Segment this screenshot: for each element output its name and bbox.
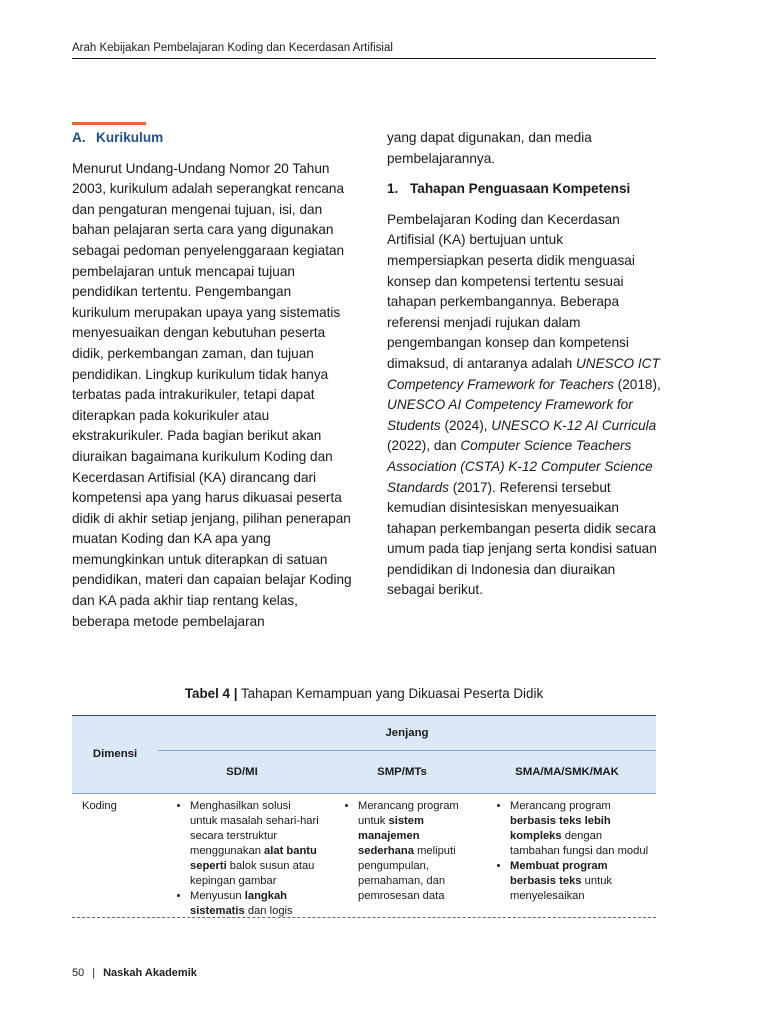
- section-title: Kurikulum: [96, 130, 164, 145]
- right-continuation: yang dapat digunakan, dan media pembelajarannya.: [387, 130, 592, 166]
- running-header: Arah Kebijakan Pembelajaran Koding dan Kecerdasan Artifisial: [72, 42, 656, 59]
- cell-text: Menyusun: [190, 890, 245, 902]
- section-number: A.: [72, 130, 86, 145]
- list-item: [190, 799, 320, 889]
- reference-title: UNESCO K-12 AI Curricula: [491, 417, 657, 433]
- cell-smp: [326, 794, 478, 920]
- cell-bold: langkah sistematis: [190, 890, 288, 917]
- page-footer: [72, 967, 197, 979]
- list-item: [358, 799, 472, 904]
- level-header-sma: SMA/MA/SMK/MAK: [478, 751, 656, 794]
- cell-text: dengan tambahan fungsi dan modul: [510, 830, 649, 857]
- section-heading: [72, 128, 352, 149]
- dimension-header: Dimensi: [72, 716, 158, 794]
- right-column: [387, 128, 663, 611]
- cell-bold: sistem manajemen sederhana: [358, 815, 424, 857]
- cell-sd: [158, 794, 326, 920]
- table-caption-text: Tahapan Kemampuan yang Dikuasai Peserta Didik: [237, 686, 544, 701]
- subsection-title: Tahapan Penguasaan Kompetensi: [410, 181, 631, 197]
- cell-bold: berbasis teks lebih kompleks: [510, 815, 611, 842]
- jenjang-header: Jenjang: [158, 716, 656, 751]
- cell-text: meliputi pengumpulan, pemahaman, dan pemrosesan data: [358, 845, 456, 902]
- para-text: (2017). Referensi tersebut kemudian disintesiskan menyesuaikan tahapan perkembangan peserta didik secara umum pada tiap jenjang serta kondisi satuan pendidikan di Indonesia dan diuraikan sebagai berikut.: [387, 479, 657, 598]
- table-row: [72, 794, 656, 920]
- list-item: [510, 799, 650, 859]
- table-continuation-rule: [72, 917, 656, 918]
- cell-bold: Membuat program berbasis teks: [510, 860, 608, 887]
- right-paragraph: [387, 210, 663, 601]
- page-number: 50: [72, 967, 85, 979]
- reference-title: UNESCO ICT Competency Framework for Teachers: [387, 355, 660, 392]
- row-label: Koding: [82, 800, 117, 812]
- table-caption-label: Tabel 4 |: [184, 686, 238, 701]
- cell-text: untuk menyelesaikan: [510, 875, 613, 902]
- reference-title: UNESCO AI Competency Framework for Students: [387, 397, 633, 433]
- subsection-heading: [387, 179, 663, 200]
- section-accent-bar: [72, 122, 146, 125]
- para-text: (2022), dan: [387, 438, 461, 454]
- left-paragraph: Menurut Undang-Undang Nomor 20 Tahun 2003, kurikulum adalah seperangkat rencana dan pengaturan mengenai tujuan, isi, dan bahan pelajaran serta cara yang digunakan sebagai pedoman penyelenggaraan kegiatan pembelajaran untuk mencapai tujuan pendidikan tertentu. Pengembangan kurikulum merupakan upaya yang sistematis menyesuaikan dengan kebutuhan peserta didik, perkembangan zaman, dan tujuan pendidikan. Lingkup kurikulum tidak hanya terbatas pada intrakurikuler, tetapi dapat diterapkan pada kokurikuler atau ekstrakurikuler. Pada bagian berikut akan diuraikan bagaimana kurikulum Koding dan Kecerdasan Artifisial (KA) dirancang dari kompetensi apa yang harus dikuasai peserta didik di akhir setiap jenjang, pilihan penerapan muatan Koding dan KA apa yang memungkinkan untuk diterapkan di satuan pendidikan, materi dan capaian belajar Koding dan KA pada akhir tiap rentang kelas, beberapa metode pembelajaran: [72, 160, 352, 629]
- level-header-smp: SMP/MTs: [326, 751, 478, 794]
- reference-title: Computer Science Teachers Association (CSTA) K-12 Computer Science Standards: [387, 438, 653, 495]
- competency-table: [72, 715, 656, 919]
- footer-separator: |: [92, 967, 96, 979]
- table-caption: [72, 686, 656, 701]
- cell-text: balok susun atau kepingan gambar: [190, 860, 315, 887]
- cell-text: Menghasilkan solusi untuk masalah sehari-hari secara terstruktur menggunakan: [190, 800, 319, 857]
- para-text: (2018),: [613, 376, 661, 392]
- para-text: Pembelajaran Koding dan Kecerdasan Artifisial (KA) bertujuan untuk mempersiapkan peserta didik menguasai konsep dan kompetensi tertentu sesuai tahapan perkembangannya. Beberapa referensi menjadi rujukan dalam pengembangan konsep dan kompetensi dimaksud, di antaranya adalah: [387, 211, 635, 371]
- cell-text: dan logis: [244, 905, 293, 917]
- left-column: [72, 128, 352, 642]
- footer-title: Naskah Akademik: [103, 967, 197, 979]
- subsection-number: 1.: [387, 181, 399, 197]
- cell-text: Merancang program untuk: [358, 800, 459, 827]
- level-header-sd: SD/MI: [158, 751, 326, 794]
- list-item: [510, 859, 650, 904]
- cell-text: Merancang program: [510, 800, 611, 812]
- para-text: (2024),: [440, 417, 492, 433]
- cell-sma: [478, 794, 656, 920]
- cell-bold: alat bantu seperti: [190, 845, 317, 872]
- list-item: [190, 889, 320, 919]
